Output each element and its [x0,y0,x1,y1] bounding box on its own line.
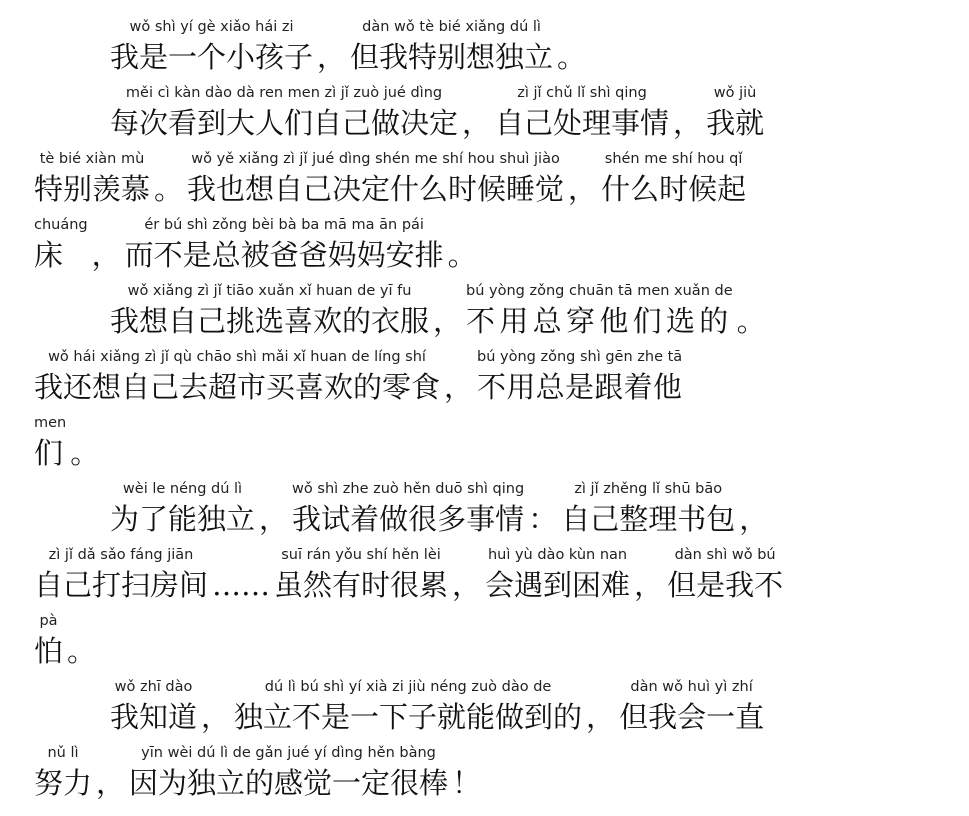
hanzi-text: ， [462,106,492,140]
hanzi-text: ， [586,700,616,734]
hanzi-text: 自己处理事情 [495,106,670,140]
phrase [292,478,524,538]
punctuation [557,16,586,76]
punctuation [568,148,597,208]
hanzi-text: 不用总穿他们选的 [466,304,733,338]
hanzi-text: ， [673,106,703,140]
pinyin-text: wǒ shì yí gè xiǎo hái zi [129,19,294,35]
hanzi-text: 但我特别想独立 [350,40,554,74]
pinyin-text: dàn wǒ huì yì zhí [630,679,753,695]
hanzi-text: 。 [447,238,477,272]
phrase [34,544,208,604]
phrase [706,82,764,142]
pinyin-text: zì jǐ dǎ sǎo fáng jiān [48,547,194,563]
punctuation [448,214,477,274]
phrase [350,16,553,76]
phrase [34,214,88,274]
hanzi-text: 我试着做很多事情 [292,502,525,536]
pinyin-text: wǒ xiǎng zì jǐ tiāo xuǎn xǐ huan de yī fu [127,283,412,299]
hanzi-text: 。 [67,634,97,668]
hanzi-text: 但我会一直 [619,700,765,734]
pinyin-text: měi cì kàn dào dà ren men zì jǐ zuò jué dìng [125,85,443,101]
hanzi-text: 为了能独立 [110,502,256,536]
hanzi-text: ， [317,40,347,74]
hanzi-text: 而不是总被爸爸妈妈安排 [124,238,444,272]
hanzi-text: 我也想自己决定什么时候睡觉 [187,172,565,206]
punctuation [433,280,462,340]
pinyin-text: wǒ hái xiǎng zì jǐ qù chāo shì mǎi xǐ huan de líng shí [48,349,426,365]
pinyin-text: men [34,415,67,431]
hanzi-text: 我想自己挑选喜欢的衣服 [110,304,430,338]
pinyin-text: dàn shì wǒ bú [674,547,776,563]
pinyin-text: shén me shí hou qǐ [604,151,743,167]
hanzi-text: ， [452,568,482,602]
punctuation [96,742,125,802]
hanzi-text: 我就 [706,106,765,140]
punctuation [444,346,473,406]
punctuation [154,148,183,208]
phrase [667,544,783,604]
phrase [110,280,429,340]
pinyin-text: yīn wèi dú lì de gǎn jué yí dìng hěn bàng [141,745,436,761]
punctuation [634,544,663,604]
text-line [110,16,590,76]
phrase [477,346,682,406]
hanzi-text: 们 [34,436,67,470]
punctuation [586,676,615,736]
hanzi-text: ， [739,502,769,536]
punctuation [92,214,121,274]
hanzi-text: 自己打扫房间 [34,568,209,602]
text-line [110,478,772,538]
hanzi-text: 因为独立的感觉一定很棒 [129,766,449,800]
hanzi-text: 我是一个小孩子 [110,40,314,74]
hanzi-text: ， [201,700,231,734]
phrase [274,544,448,604]
phrase [110,82,458,142]
pinyin-text: nǔ lì [47,745,79,761]
pinyin-text: suī rán yǒu shí hěn lèi [281,547,441,563]
phrase [34,148,150,208]
hanzi-text: 努力 [34,766,93,800]
hanzi-text: 我还想自己去超市买喜欢的零食 [34,370,441,404]
pinyin-text: pà [39,613,58,629]
phrase [110,478,255,538]
text-line [34,610,100,670]
hanzi-text: 虽然有时很累 [274,568,449,602]
phrase [601,148,746,208]
punctuation [528,478,557,538]
hanzi-text: ， [96,766,126,800]
text-line [34,148,750,208]
phrase [129,742,448,802]
phrase [110,676,197,736]
hanzi-text: 自己整理书包 [561,502,736,536]
hanzi-text: ， [433,304,463,338]
pinyin-text: wǒ yě xiǎng zì jǐ jué dìng shén me shí hou shuì jiào [191,151,560,167]
hanzi-text: 会遇到困难 [485,568,631,602]
phrase [485,544,630,604]
hanzi-text: …… [212,568,271,602]
pinyin-text: tè bié xiàn mù [39,151,145,167]
hanzi-text: 怕 [34,634,64,668]
hanzi-text: 。 [557,40,587,74]
hanzi-text: 床 [34,238,88,272]
pinyin-text: dú lì bú shì yí xià zi jiù néng zuò dào de [264,679,552,695]
punctuation [737,280,766,340]
pinyin-text: huì yù dào kùn nan [487,547,628,563]
pinyin-text: zì jǐ zhěng lǐ shū bāo [574,481,723,497]
text-line [110,82,768,142]
hanzi-text: ， [91,238,121,272]
pinyin-text: bú yòng zǒng chuān tā men xuǎn de [466,283,733,299]
text-line [34,544,787,604]
phrase [187,148,564,208]
text-line [110,676,768,736]
hanzi-text: ， [259,502,289,536]
punctuation [201,676,230,736]
hanzi-text: 独立不是一下子就能做到的 [234,700,583,734]
pinyin-text: zì jǐ chǔ lǐ shì qing [517,85,647,101]
pinyin-text: wǒ jiù [713,85,757,101]
punctuation [673,82,702,142]
hanzi-text: ， [444,370,474,404]
hanzi-text: ： [528,502,558,536]
phrase [619,676,764,736]
pinyin-text: wǒ shì zhe zuò hěn duō shì qing [292,481,525,497]
hanzi-text: 我知道 [110,700,198,734]
punctuation [259,478,288,538]
hanzi-text: 。 [736,304,766,338]
hanzi-text: 什么时候起 [601,172,747,206]
punctuation [212,544,270,604]
phrase [234,676,582,736]
text-line [34,214,481,274]
hanzi-text: 特别羡慕 [34,172,151,206]
punctuation [67,610,96,670]
phrase [110,16,313,76]
phrase [466,280,733,340]
punctuation [70,412,99,472]
phrase [34,610,63,670]
hanzi-text: ， [568,172,598,206]
pinyin-text: dàn wǒ tè bié xiǎng dú lì [362,19,541,35]
hanzi-text: 但是我不 [667,568,784,602]
hanzi-text: 。 [70,436,100,470]
hanzi-text: 不用总是跟着他 [477,370,683,404]
phrase [125,214,444,274]
punctuation [462,82,491,142]
phrase [495,82,669,142]
hanzi-text: ！ [452,766,482,800]
phrase [34,742,92,802]
text-line [34,742,485,802]
phrase [34,346,440,406]
text-line [110,280,770,340]
pinyin-text: chuáng [34,217,88,233]
phrase [34,412,66,472]
phrase [561,478,735,538]
pinyin-text: wǒ zhī dào [114,679,193,695]
pinyin-text: wèi le néng dú lì [122,481,243,497]
punctuation [317,16,346,76]
text-line [34,412,103,472]
punctuation [739,478,768,538]
text-line [34,346,686,406]
punctuation [452,544,481,604]
pinyin-text: bú yòng zǒng shì gēn zhe tā [477,349,683,365]
pinyin-text: ér bú shì zǒng bèi bà ba mā ma ān pái [144,217,424,233]
punctuation [452,742,481,802]
hanzi-text: 。 [154,172,184,206]
hanzi-text: ， [634,568,664,602]
hanzi-text: 每次看到大人们自己做决定 [110,106,459,140]
